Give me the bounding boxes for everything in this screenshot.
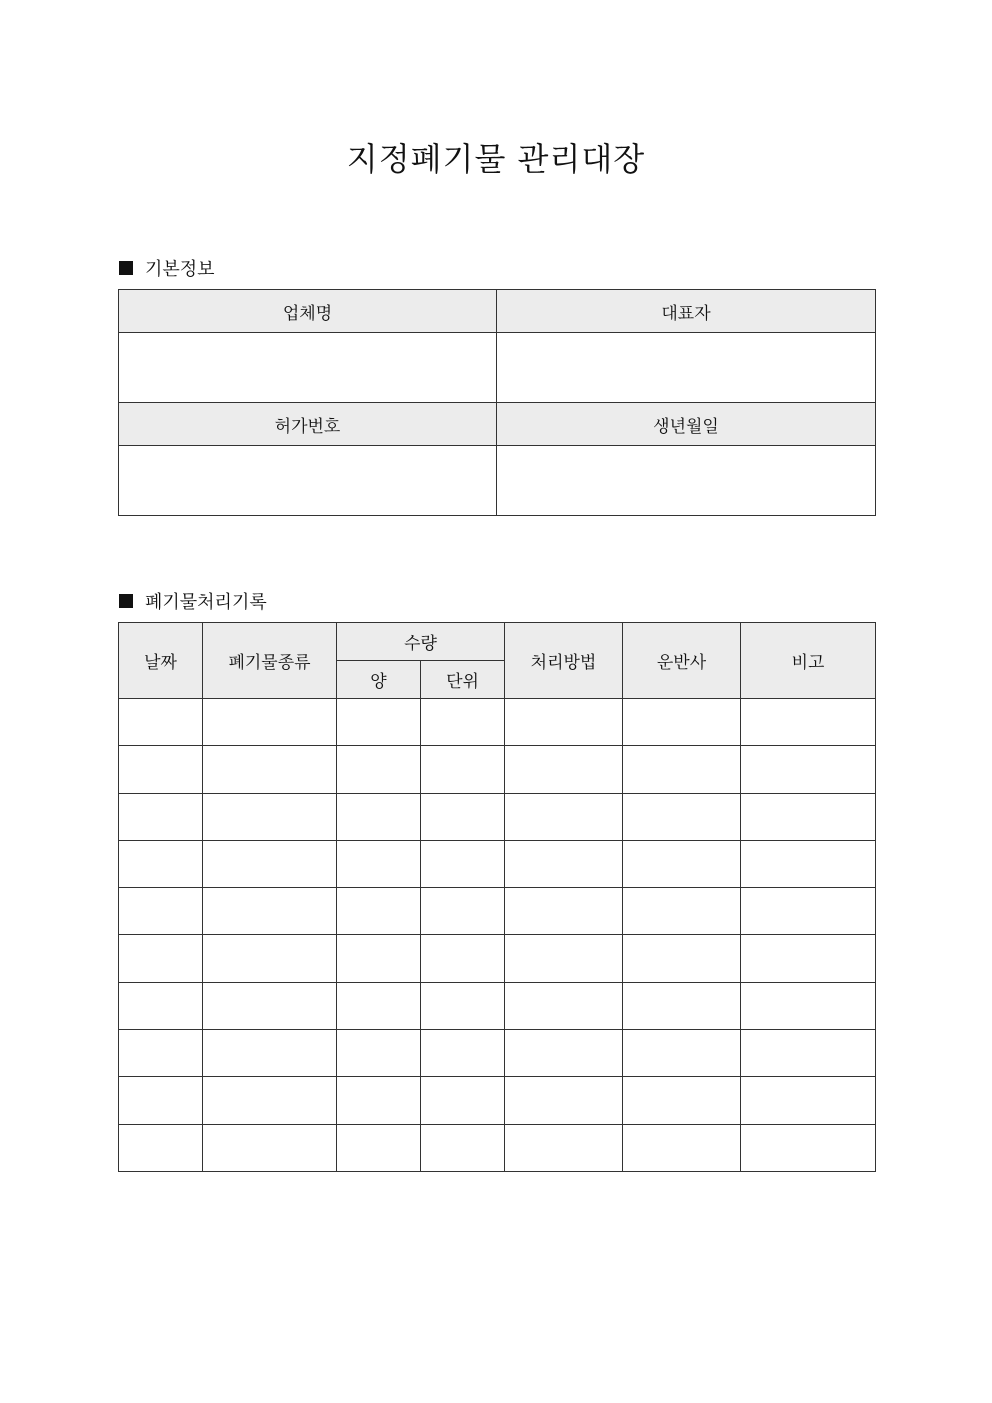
representative-field[interactable] [497,333,876,403]
date-cell[interactable] [119,1124,203,1171]
amount-cell[interactable] [337,746,421,793]
date-cell[interactable] [119,746,203,793]
waste-records-table [118,622,876,1172]
waste-type-cell[interactable] [203,982,337,1029]
permit-number-label: 허가번호 [119,403,497,446]
method-cell[interactable] [505,888,623,935]
transporter-cell[interactable] [623,935,741,982]
col-date: 날짜 [119,623,203,699]
square-bullet-icon [119,594,133,608]
table-row [119,1077,876,1124]
amount-cell[interactable] [337,699,421,746]
note-cell[interactable] [741,699,876,746]
table-row [119,1030,876,1077]
waste-type-cell[interactable] [203,793,337,840]
table-row [119,935,876,982]
unit-cell[interactable] [421,746,505,793]
note-cell[interactable] [741,1030,876,1077]
waste-type-cell[interactable] [203,1077,337,1124]
table-row [119,793,876,840]
basic-info-heading [119,255,215,281]
date-cell[interactable] [119,935,203,982]
company-name-label: 업체명 [119,290,497,333]
amount-cell[interactable] [337,1077,421,1124]
note-cell[interactable] [741,793,876,840]
transporter-cell[interactable] [623,982,741,1029]
amount-cell[interactable] [337,888,421,935]
col-transporter: 운반사 [623,623,741,699]
records-heading [119,588,267,614]
transporter-cell[interactable] [623,746,741,793]
basic-info-table [118,289,876,516]
permit-number-field[interactable] [119,446,497,516]
unit-cell[interactable] [421,1077,505,1124]
transporter-cell[interactable] [623,1030,741,1077]
waste-type-cell[interactable] [203,699,337,746]
waste-type-cell[interactable] [203,935,337,982]
amount-cell[interactable] [337,935,421,982]
note-cell[interactable] [741,840,876,887]
amount-cell[interactable] [337,982,421,1029]
date-cell[interactable] [119,699,203,746]
record-rows [119,699,876,1172]
table-row [119,1124,876,1171]
date-cell[interactable] [119,982,203,1029]
date-cell[interactable] [119,1030,203,1077]
col-method: 처리방법 [505,623,623,699]
method-cell[interactable] [505,746,623,793]
transporter-cell[interactable] [623,1124,741,1171]
method-cell[interactable] [505,1124,623,1171]
transporter-cell[interactable] [623,888,741,935]
birth-date-field[interactable] [497,446,876,516]
method-cell[interactable] [505,982,623,1029]
unit-cell[interactable] [421,935,505,982]
amount-cell[interactable] [337,1124,421,1171]
waste-type-cell[interactable] [203,888,337,935]
method-cell[interactable] [505,1077,623,1124]
transporter-cell[interactable] [623,793,741,840]
amount-cell[interactable] [337,840,421,887]
note-cell[interactable] [741,888,876,935]
transporter-cell[interactable] [623,699,741,746]
table-row [119,840,876,887]
waste-type-cell[interactable] [203,746,337,793]
date-cell[interactable] [119,840,203,887]
table-row [119,699,876,746]
amount-cell[interactable] [337,793,421,840]
col-amount: 양 [337,661,421,699]
representative-label: 대표자 [497,290,876,333]
waste-type-cell[interactable] [203,840,337,887]
note-cell[interactable] [741,1124,876,1171]
method-cell[interactable] [505,699,623,746]
unit-cell[interactable] [421,888,505,935]
note-cell[interactable] [741,746,876,793]
method-cell[interactable] [505,1030,623,1077]
unit-cell[interactable] [421,840,505,887]
waste-type-cell[interactable] [203,1124,337,1171]
col-unit: 단위 [421,661,505,699]
square-bullet-icon [119,261,133,275]
unit-cell[interactable] [421,1030,505,1077]
records-heading-label: 폐기물처리기록 [145,592,267,613]
method-cell[interactable] [505,935,623,982]
note-cell[interactable] [741,1077,876,1124]
table-row [119,982,876,1029]
basic-info-heading-label: 기본정보 [145,259,215,280]
col-quantity: 수량 [337,623,505,661]
amount-cell[interactable] [337,1030,421,1077]
unit-cell[interactable] [421,1124,505,1171]
transporter-cell[interactable] [623,1077,741,1124]
transporter-cell[interactable] [623,840,741,887]
waste-type-cell[interactable] [203,1030,337,1077]
method-cell[interactable] [505,793,623,840]
table-row [119,888,876,935]
method-cell[interactable] [505,840,623,887]
date-cell[interactable] [119,888,203,935]
col-note: 비고 [741,623,876,699]
company-name-field[interactable] [119,333,497,403]
birth-date-label: 생년월일 [497,403,876,446]
note-cell[interactable] [741,982,876,1029]
date-cell[interactable] [119,793,203,840]
unit-cell[interactable] [421,699,505,746]
page-title: 지정폐기물 관리대장 [346,140,646,178]
unit-cell[interactable] [421,982,505,1029]
table-row [119,746,876,793]
note-cell[interactable] [741,935,876,982]
date-cell[interactable] [119,1077,203,1124]
unit-cell[interactable] [421,793,505,840]
col-waste-type: 폐기물종류 [203,623,337,699]
